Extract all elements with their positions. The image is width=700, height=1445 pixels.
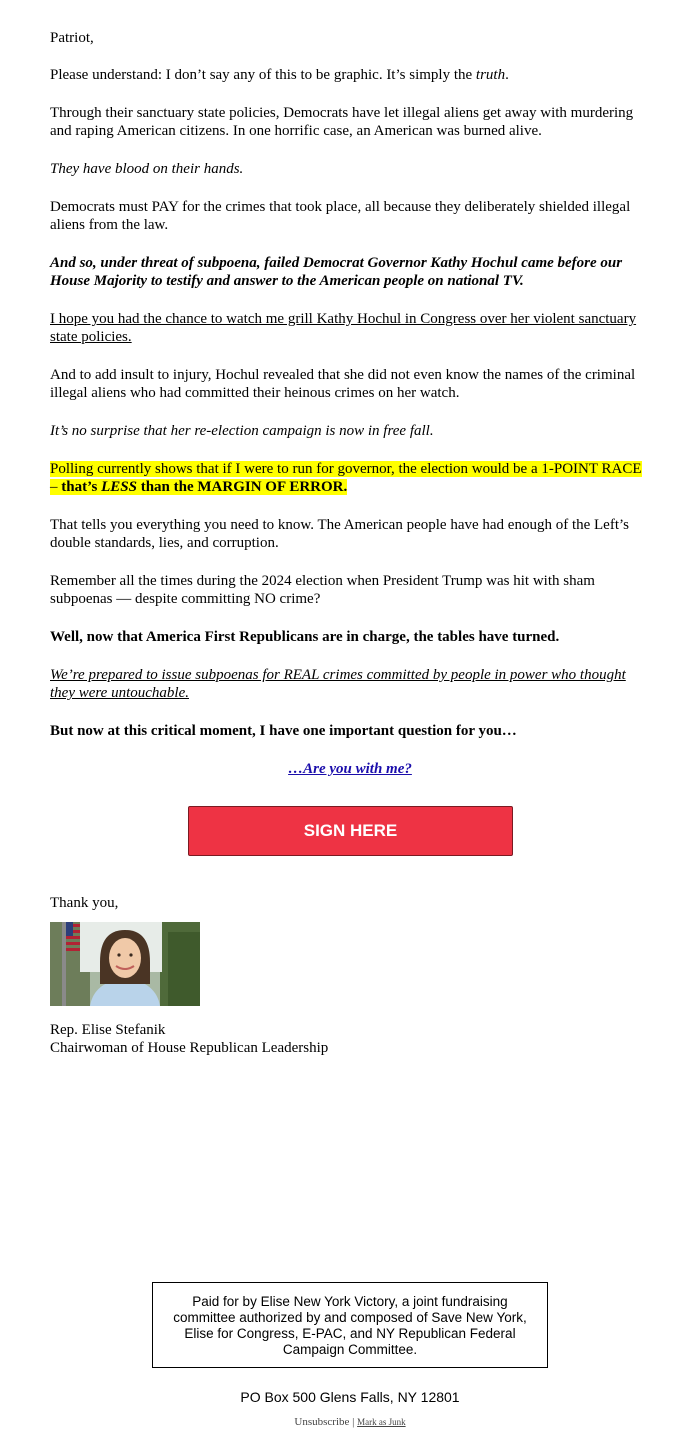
cta-link-wrap: [50, 760, 650, 778]
signer-photo: [50, 922, 200, 1006]
truth-emphasis: truth: [475, 67, 506, 83]
sign-here-button[interactable]: SIGN HERE: [188, 806, 513, 856]
paragraph-truth: [50, 66, 650, 84]
paragraph-polling: [50, 460, 650, 496]
separator: |: [352, 1416, 355, 1428]
paragraph-blood: They have blood on their hands.: [50, 161, 244, 177]
paragraph-tells-you: That tells you everything you need to know. The American people have had enough of the Left’s double standards, lies, and corruption.: [50, 517, 630, 551]
paragraph-subpoenas-wrap: [50, 666, 650, 702]
polling-bold-a: that’s: [61, 479, 102, 495]
portrait-image: [50, 922, 200, 1006]
subpoenas-link[interactable]: We’re prepared to issue subpoenas for REAL crimes committed by people in power who thought they were untouchable.: [50, 667, 626, 701]
paragraph-free-fall: It’s no surprise that her re-election campaign is now in free fall.: [50, 423, 434, 439]
polling-text: Polling currently shows that if I were to run for governor, the election would be a 1-POINT RACE –: [50, 461, 642, 495]
grill-hochul-link[interactable]: I hope you had the chance to watch me grill Kathy Hochul in Congress over her violent sanctuary state policies.: [50, 311, 637, 345]
polling-bold: [61, 479, 347, 495]
paragraph-truth-text: Please understand: I don’t say any of this to be graphic. It’s simply the: [50, 67, 476, 83]
signer-title: Chairwoman of House Republican Leadership: [50, 1040, 329, 1056]
unsubscribe-link[interactable]: Unsubscribe: [294, 1416, 350, 1428]
are-you-with-me-link[interactable]: …Are you with me?: [288, 761, 412, 777]
paragraph-pay: Democrats must PAY for the crimes that took place, all because they deliberately shielded illegal aliens from the law.: [50, 199, 631, 233]
paragraph-sanctuary: Through their sanctuary state policies, Democrats have let illegal aliens get away with murdering and raping American citizens. In one horrific case, an American was burned alive.: [50, 105, 634, 139]
paragraph-question: But now at this critical moment, I have one important question for you…: [50, 723, 517, 739]
paragraph-truth-end: .: [505, 67, 509, 83]
paragraph-subpoena: And so, under threat of subpoena, failed Democrat Governor Kathy Hochul came before our House Majority to testify and answer to the American people on national TV.: [50, 255, 623, 289]
paragraph-remember: Remember all the times during the 2024 election when President Trump was hit with sham subpoenas — despite committing NO crime?: [50, 573, 595, 607]
mark-as-junk-link[interactable]: Mark as Junk: [357, 1417, 406, 1427]
paragraph-tables-turned: Well, now that America First Republicans are in charge, the tables have turned.: [50, 629, 560, 645]
paragraph-insult: And to add insult to injury, Hochul revealed that she did not even know the names of the criminal illegal aliens who had committed their heinous crimes on her watch.: [50, 367, 636, 401]
unsubscribe-row: [0, 1416, 700, 1428]
mailing-address: PO Box 500 Glens Falls, NY 12801: [240, 1389, 460, 1405]
signer-name: Rep. Elise Stefanik: [50, 1022, 166, 1038]
paid-for-disclaimer: Paid for by Elise New York Victory, a joint fundraising committee authorized by and composed of Save New York, Elise for Congress, E-PAC, and NY Republican Federal Campaign Committee.: [152, 1282, 548, 1368]
greeting: Patriot,: [50, 30, 94, 46]
polling-bold-b: than the MARGIN OF ERROR.: [136, 479, 348, 495]
signoff: Thank you,: [50, 895, 119, 911]
polling-less: LESS: [101, 479, 137, 495]
paragraph-grill-wrap: [50, 310, 650, 346]
polling-highlight: [50, 461, 642, 495]
